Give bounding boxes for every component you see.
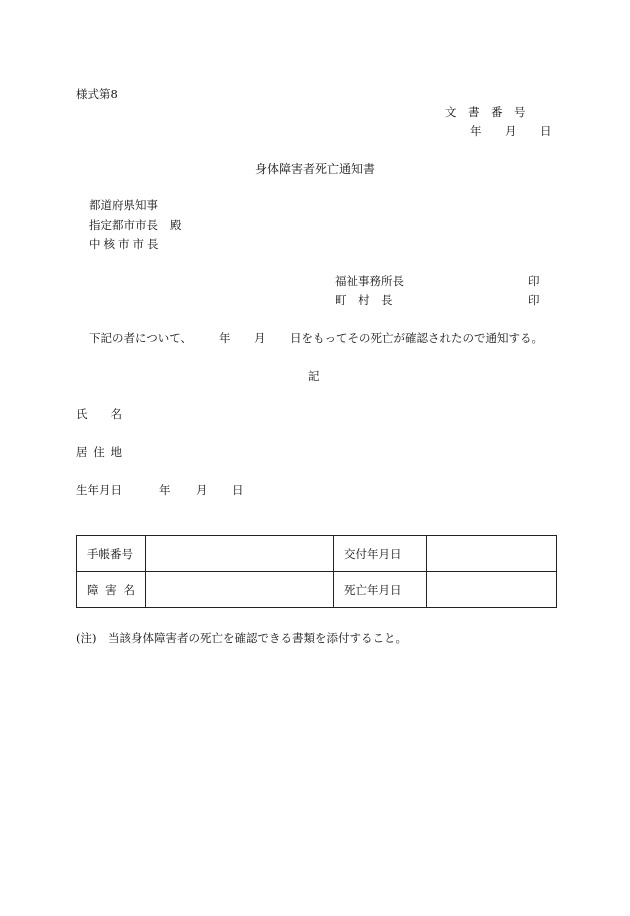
residence-label: 居住地	[76, 445, 122, 459]
birthdate-year: 年	[159, 483, 171, 497]
handbook-number-value	[146, 536, 334, 572]
addressee-core-city-mayor: 中核市市長	[89, 237, 162, 251]
death-date-label: 死亡年月日	[334, 572, 427, 608]
disability-name-value	[146, 572, 334, 608]
birthdate-label: 生年月日	[76, 483, 122, 497]
seal-mark: 印	[528, 293, 540, 307]
table-row	[77, 536, 557, 572]
addressee-governor: 都道府県知事	[89, 198, 158, 212]
body-text-prefix: 下記の者について、	[89, 331, 193, 345]
handbook-number-label: 手帳番号	[77, 536, 146, 572]
sender-town-village-head: 町 村 長	[335, 293, 393, 307]
date-year: 年	[470, 124, 482, 138]
sender-welfare-office-head: 福祉事務所長	[335, 274, 404, 288]
issue-date-label: 交付年月日	[334, 536, 427, 572]
disability-name-label: 障害名	[77, 572, 146, 608]
body-text-month: 月	[254, 331, 266, 345]
body-text-suffix: 日をもってその死亡が確認されたので通知する。	[290, 331, 543, 345]
addressee-honorific: 殿	[170, 218, 182, 232]
form-label: 様式第8	[76, 87, 118, 101]
document-number-label: 文 書 番 号	[445, 105, 526, 119]
attachment-note: (注) 当該身体障害者の死亡を確認できる書類を添付すること。	[76, 631, 407, 645]
date-month: 月	[505, 124, 517, 138]
birthdate-day: 日	[232, 483, 244, 497]
handbook-info-table	[76, 535, 557, 608]
addressee-designated-city-mayor: 指定都市市長	[89, 218, 158, 232]
birthdate-month: 月	[196, 483, 208, 497]
table-row	[77, 572, 557, 608]
death-date-value	[427, 572, 557, 608]
page-title: 身体障害者死亡通知書	[255, 162, 376, 176]
date-day: 日	[540, 124, 552, 138]
body-text-year: 年	[219, 331, 231, 345]
ki-heading: 記	[308, 369, 320, 383]
issue-date-value	[427, 536, 557, 572]
name-label: 氏名	[76, 407, 122, 421]
seal-mark: 印	[528, 274, 540, 288]
